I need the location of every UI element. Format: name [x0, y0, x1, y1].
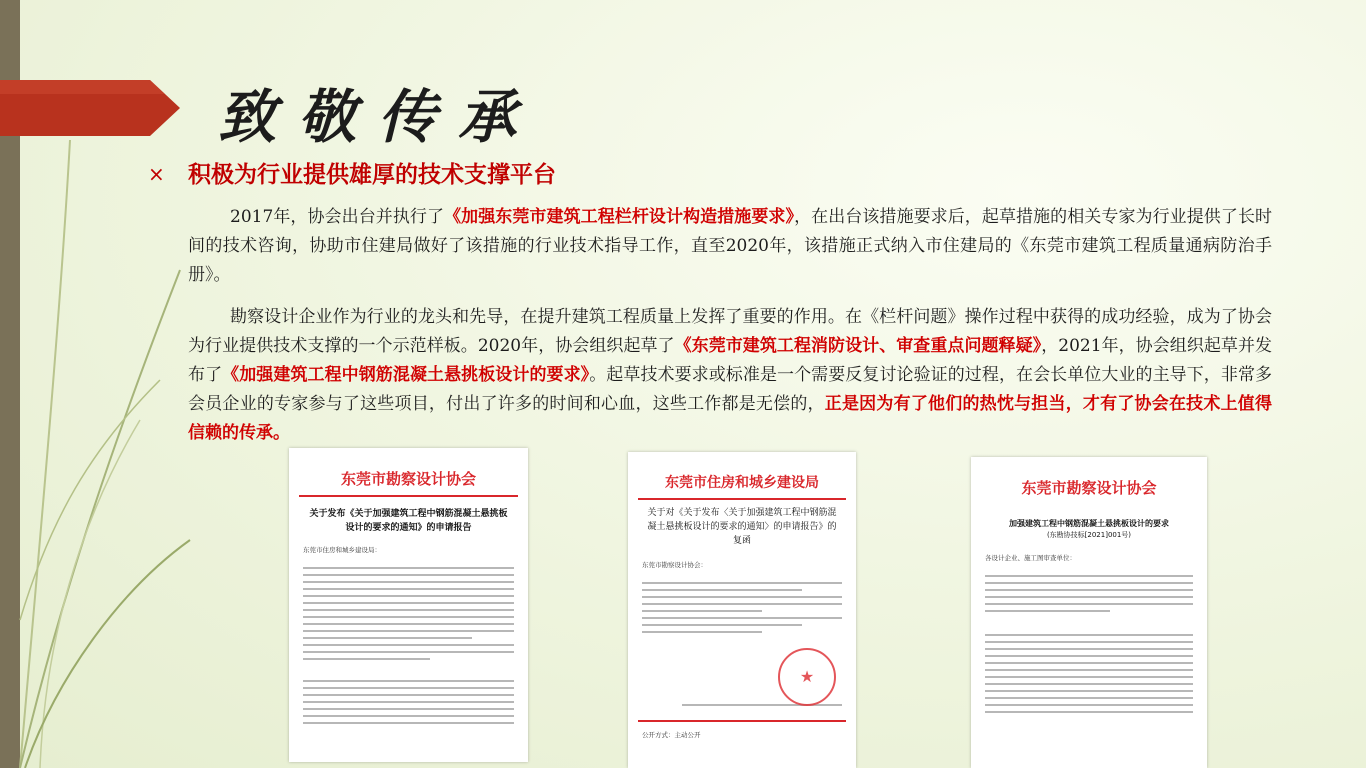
doc-divider — [299, 495, 518, 497]
doc-recipient: 东莞市住房和城乡建设局： — [303, 546, 381, 554]
document-technical-standard — [971, 457, 1207, 768]
slide-title: 致敬传承 — [218, 83, 539, 151]
doc-body-lines — [289, 556, 528, 724]
doc-recipient: 各设计企业、施工图审查单位： — [985, 554, 1076, 562]
doc-recipient: 东莞市勘察设计协会： — [642, 561, 707, 569]
doc-org-name: 东莞市住房和城乡建设局 — [665, 475, 819, 491]
doc-footer: 公开方式：主动公开 — [642, 731, 701, 739]
doc-body-lines — [628, 571, 856, 633]
decorative-grass-lines — [0, 120, 200, 768]
document-application-report — [289, 448, 528, 762]
doc-body-lines — [971, 564, 1207, 713]
highlight-cantilever-slab-requirements: 《加强建筑工程中钢筋混凝土悬挑板设计的要求》 — [222, 365, 590, 385]
doc-divider — [638, 498, 846, 500]
paragraph-1: 2017年，协会出台并执行了《加强东莞市建筑工程栏杆设计构造措施要求》，在出台该措施要求后，起草措施的相关专家为行业提供了长时间的技术咨询，协助市住建局做好了该措施的行业技术指导工作，直至2020年，该措施正式纳入市住建局的《东莞市建筑工程质量通病防治手册》。 — [188, 207, 1273, 285]
doc-title: 加强建筑工程中钢筋混凝土悬挑板设计的要求 — [1009, 519, 1169, 528]
doc-title: 关于对《关于发布〈关于加强建筑工程中钢筋混凝土悬挑板设计的要求的通知〉的申请报告》的复函 — [647, 508, 837, 546]
doc-subtitle: (东勘协技标[2021]001号) — [1046, 531, 1132, 539]
doc-org-name: 东莞市勘察设计协会 — [1021, 479, 1157, 497]
highlight-fire-design-faq: 《东莞市建筑工程消防设计、审查重点问题释疑》 — [674, 336, 1042, 356]
doc-org-name: 东莞市勘察设计协会 — [340, 470, 476, 488]
official-seal-stamp: ★ — [778, 648, 836, 706]
doc-title: 关于发布《关于加强建筑工程中钢筋混凝土悬挑板设计的要求的通知》的申请报告 — [309, 509, 508, 533]
doc-footer-divider — [638, 720, 846, 722]
document-reply-letter — [628, 452, 856, 768]
bullet-marker: × — [148, 162, 165, 186]
section-heading: 积极为行业提供雄厚的技术支撑平台 — [188, 161, 556, 188]
paragraph-2: 勘察设计企业作为行业的龙头和先导，在提升建筑工程质量上发挥了重要的作用。在《栏杆问题》操作过程中获得的成功经验，成为了协会为行业提供技术支撑的一个示范样板。2020年，协会组织起草了《东莞市建筑工程消防设计、审查重点问题释疑》，2021年，协会组织起草并发布了《加强建筑工程中钢筋混凝土悬挑板设计的要求》。起草技术要求或标准是一个需要反复讨论验证的过程，在会长单位大业的主导下，非常多会员企业的专家参与了这些项目，付出了许多的时间和心血，这些工作都是无偿的，正是因为有了他们的热忱与担当，才有了协会在技术上值得信赖的传承。 — [188, 307, 1273, 443]
highlight-closing-statement: 正是因为有了他们的热忱与担当，才有了协会在技术上值得信赖的传承。 — [188, 394, 1273, 443]
highlight-railing-requirements: 《加强东莞市建筑工程栏杆设计构造措施要求》 — [444, 207, 795, 227]
